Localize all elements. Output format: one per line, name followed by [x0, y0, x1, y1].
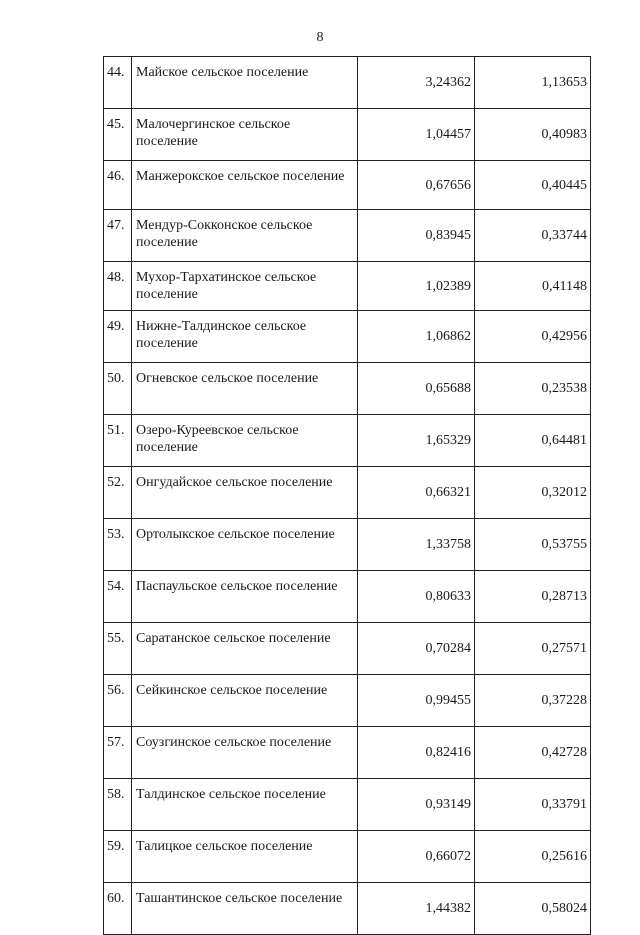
value-col-2: 0,33744 — [475, 210, 591, 262]
settlement-name: Ортолыкское сельское поселение — [132, 519, 358, 571]
table-row — [104, 571, 591, 623]
row-number: 51. — [104, 415, 132, 467]
settlements-table — [103, 56, 591, 935]
value-col-2: 0,64481 — [475, 415, 591, 467]
settlement-name: Сейкинское сельское поселение — [132, 675, 358, 727]
settlement-name: Саратанское сельское поселение — [132, 623, 358, 675]
table-row — [104, 467, 591, 519]
settlement-name: Талицкое сельское поселение — [132, 831, 358, 883]
settlement-name: Озеро-Куреевское сельское поселение — [132, 415, 358, 467]
table-row — [104, 311, 591, 363]
row-number: 59. — [104, 831, 132, 883]
value-col-2: 0,53755 — [475, 519, 591, 571]
row-number: 55. — [104, 623, 132, 675]
settlement-name: Ташантинское сельское поселение — [132, 883, 358, 935]
value-col-1: 0,82416 — [358, 727, 475, 779]
page-number: 8 — [316, 30, 324, 45]
value-col-1: 0,65688 — [358, 363, 475, 415]
row-number: 56. — [104, 675, 132, 727]
table-row — [104, 109, 591, 161]
table-row — [104, 415, 591, 467]
value-col-1: 1,33758 — [358, 519, 475, 571]
table-row — [104, 675, 591, 727]
value-col-1: 1,02389 — [358, 262, 475, 311]
value-col-1: 1,44382 — [358, 883, 475, 935]
settlement-name: Мендур-Сокконское сельское поселение — [132, 210, 358, 262]
value-col-1: 0,93149 — [358, 779, 475, 831]
row-number: 47. — [104, 210, 132, 262]
value-col-1: 1,04457 — [358, 109, 475, 161]
table-row — [104, 883, 591, 935]
value-col-1: 0,66321 — [358, 467, 475, 519]
value-col-2: 0,28713 — [475, 571, 591, 623]
row-number: 50. — [104, 363, 132, 415]
row-number: 49. — [104, 311, 132, 363]
value-col-2: 0,42728 — [475, 727, 591, 779]
value-col-1: 0,66072 — [358, 831, 475, 883]
settlement-name: Талдинское сельское поселение — [132, 779, 358, 831]
row-number: 60. — [104, 883, 132, 935]
settlement-name: Малочергинское сельское поселение — [132, 109, 358, 161]
row-number: 52. — [104, 467, 132, 519]
settlement-name: Нижне-Талдинское сельское поселение — [132, 311, 358, 363]
table-row — [104, 363, 591, 415]
value-col-1: 0,83945 — [358, 210, 475, 262]
settlement-name: Мухор-Тархатинское сельское поселение — [132, 262, 358, 311]
value-col-2: 0,41148 — [475, 262, 591, 311]
table-row — [104, 210, 591, 262]
row-number: 54. — [104, 571, 132, 623]
settlement-name: Онгудайское сельское поселение — [132, 467, 358, 519]
value-col-2: 1,13653 — [475, 57, 591, 109]
table-row — [104, 623, 591, 675]
row-number: 53. — [104, 519, 132, 571]
table-row — [104, 831, 591, 883]
value-col-1: 0,67656 — [358, 161, 475, 210]
value-col-1: 0,99455 — [358, 675, 475, 727]
value-col-2: 0,42956 — [475, 311, 591, 363]
settlement-name: Соузгинское сельское поселение — [132, 727, 358, 779]
value-col-1: 1,65329 — [358, 415, 475, 467]
row-number: 44. — [104, 57, 132, 109]
value-col-2: 0,32012 — [475, 467, 591, 519]
value-col-2: 0,33791 — [475, 779, 591, 831]
value-col-1: 1,06862 — [358, 311, 475, 363]
table-row — [104, 161, 591, 210]
value-col-2: 0,37228 — [475, 675, 591, 727]
value-col-2: 0,25616 — [475, 831, 591, 883]
table-row — [104, 519, 591, 571]
value-col-1: 0,80633 — [358, 571, 475, 623]
table-row — [104, 727, 591, 779]
row-number: 46. — [104, 161, 132, 210]
value-col-2: 0,23538 — [475, 363, 591, 415]
table-row — [104, 57, 591, 109]
settlement-name: Паспаульское сельское поселение — [132, 571, 358, 623]
value-col-1: 3,24362 — [358, 57, 475, 109]
row-number: 58. — [104, 779, 132, 831]
row-number: 45. — [104, 109, 132, 161]
row-number: 57. — [104, 727, 132, 779]
settlement-name: Огневское сельское поселение — [132, 363, 358, 415]
value-col-2: 0,27571 — [475, 623, 591, 675]
settlement-name: Майское сельское поселение — [132, 57, 358, 109]
value-col-1: 0,70284 — [358, 623, 475, 675]
value-col-2: 0,58024 — [475, 883, 591, 935]
table-row — [104, 262, 591, 311]
value-col-2: 0,40983 — [475, 109, 591, 161]
settlement-name: Манжерокское сельское поселение — [132, 161, 358, 210]
table-row — [104, 779, 591, 831]
value-col-2: 0,40445 — [475, 161, 591, 210]
row-number: 48. — [104, 262, 132, 311]
